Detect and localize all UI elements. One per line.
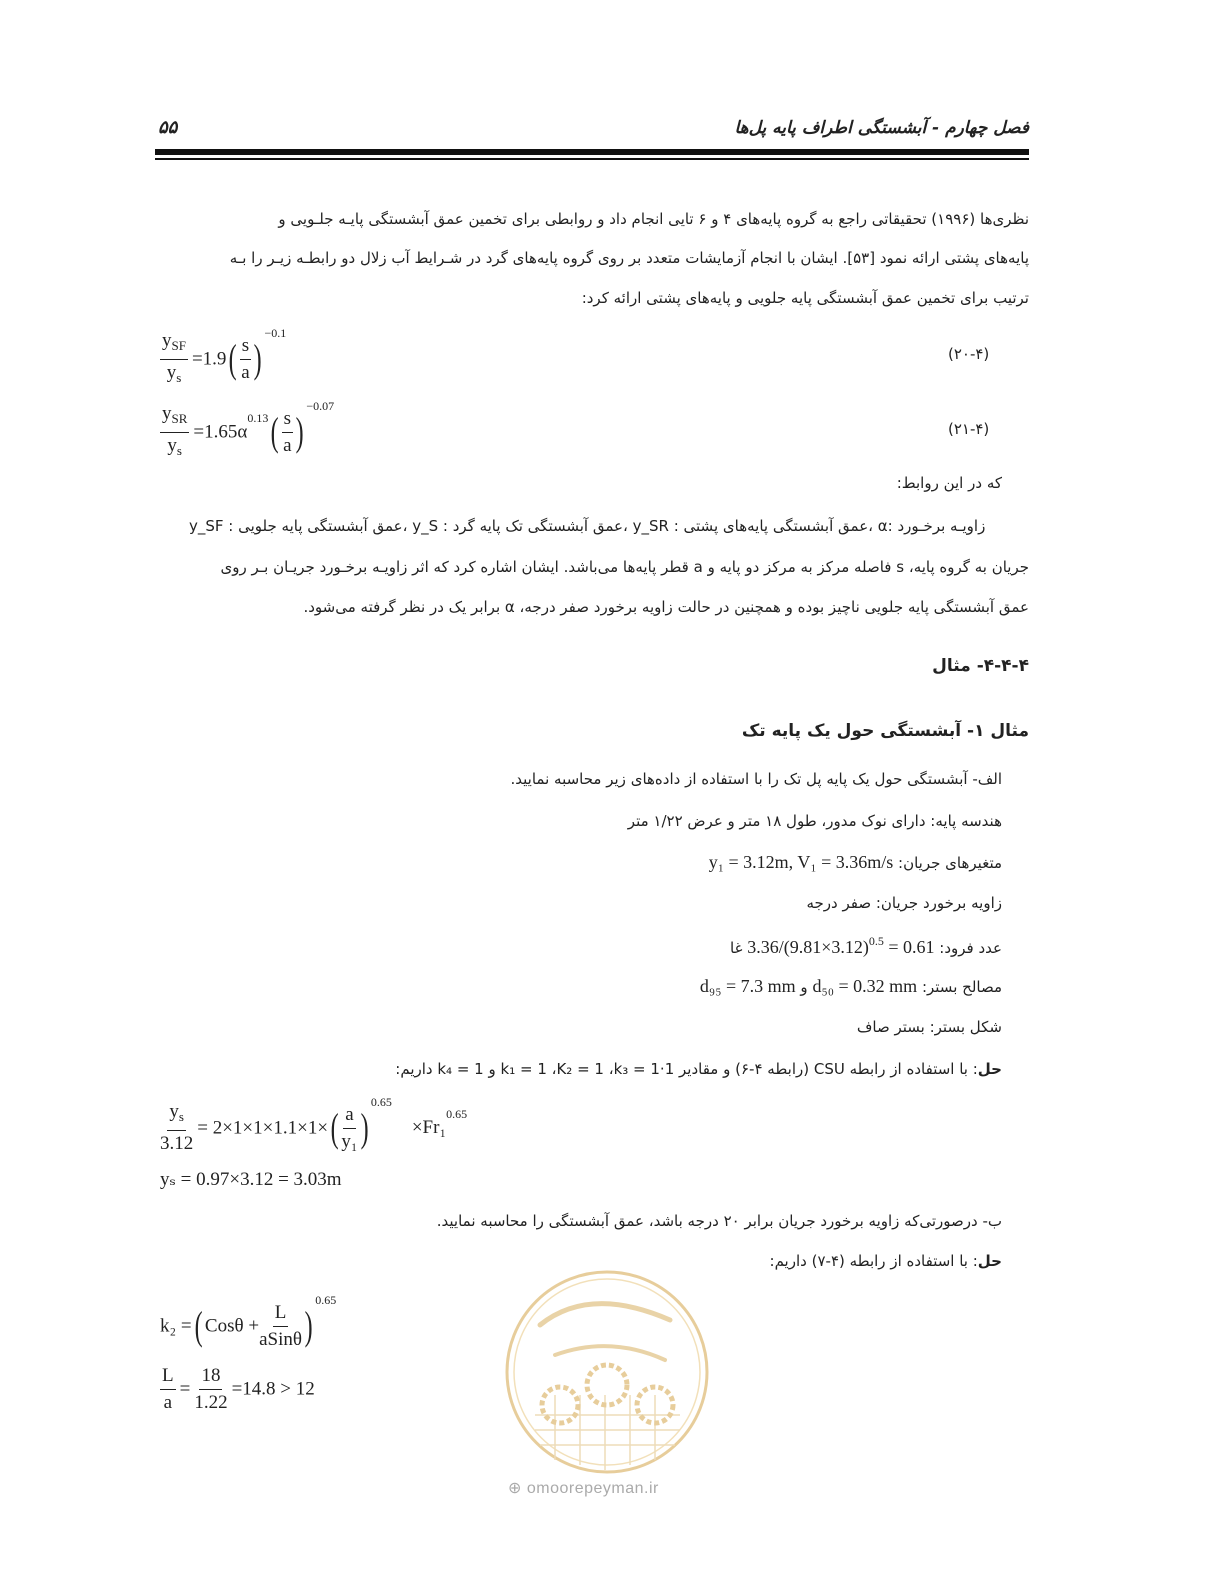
bed-material: مصالح بستر: d₅₀ = 0.32 mm و d₉₅ = 7.3 mm [699, 976, 1002, 996]
equation-ys-result: yₛ = 0.97×3.12 = 3.03m [160, 1169, 342, 1190]
equation-number-21: (۲۱-۴) [948, 420, 990, 438]
page-number: ۵۵ [158, 117, 178, 138]
intro-line-2: پایه‌های پشتی ارائه نمود [۵۳]. ایشان با انجام آزمایشات متعدد بر روی گروه پایه‌های گرد در شـرایط آب زلال دو رابطـه زیـر را بـه [229, 249, 1029, 267]
intro-line-1: نظری‌ها (۱۹۹۶) تحقیقاتی راجع به گروه پایه‌های ۴ و ۶ تایی انجام داد و روابطی برای تخمین عمق آبشستگی پایـه جلـویی و [278, 210, 1029, 228]
equation-l-over-a: $\frac{L}{a}$ = $\frac{18}{1.22}$ =14.8 > 12 [162, 1365, 315, 1413]
section-heading: ۴-۴-۴- مثال [932, 656, 1029, 676]
header-rule-thin [155, 158, 1029, 160]
definition-line-2: جریان به گروه پایه، s فاصله مرکز به مرکز دو پایه و a قطر پایه‌ها می‌باشد. ایشان اشاره کرد که اثر زاویـه برخـورد جریـان بـر روی [220, 558, 1029, 576]
equation-20-4: $\frac{y_{SF}}{y_s}$ =1.9( $\frac{s}{a}$ )$^{-0.1}$ [162, 326, 287, 385]
geometry-text: هندسه پایه: دارای نوک مدور، طول ۱۸ متر و عرض ۱/۲۲ متر [627, 812, 1002, 830]
watermark-site: ⊕ omoorepeyman.ir [508, 1480, 659, 1497]
watermark-logo [500, 1265, 715, 1490]
solution-b: حل: با استفاده از رابطه (۴-۷) داریم: [769, 1252, 1002, 1270]
part-b-text: ب- درصورتی‌که زاویه برخورد جریان برابر ۲۰ درجه باشد، عمق آبشستگی را محاسبه نمایید. [436, 1212, 1002, 1230]
froude-number: عدد فرود: $3.36/(9.81\times 3.12)^{0.5} = 0.61$ غا [730, 934, 1002, 957]
header-rule [155, 149, 1029, 155]
chapter-title: فصل چهارم - آبشستگی اطراف پایه پل‌ها [734, 118, 1029, 138]
definition-line-1: y_SF : عمق آبشستگی پایه جلویی، y_S : عمق آبشستگی تک پایه گرد، y_SR : عمق آبشستگی پایه‌های پشتی، α: زاویـه برخـورد [189, 517, 986, 535]
definition-line-3: عمق آبشستگی پایه جلویی ناچیز بوده و همچنین در حالت زاویه برخورد صفر درجه، α برابر یک در نظر گرفته می‌شود. [303, 598, 1029, 616]
equation-number-20: (۲۰-۴) [948, 345, 990, 363]
flow-variables: متغیرهای جریان: y₁ = 3.12m, V₁ = 3.36m/s [708, 852, 1002, 872]
example-title: مثال ۱- آبشستگی حول یک پایه تک [741, 721, 1029, 741]
equation-csu: $\frac{y_s}{3.12}$ = 2×1×1×1.1×1×( $\frac{a}{\text{y₁}}$ )$^{0.65}$ ×Fr₁$^{0.65}$ [160, 1095, 468, 1155]
bed-shape: شکل بستر: بستر صاف [856, 1018, 1002, 1036]
part-a-text: الف- آبشستگی حول یک پایه پل تک را با استفاده از داده‌های زیر محاسبه نمایید. [510, 770, 1002, 788]
solution-a: حل: با استفاده از رابطه CSU (رابطه ۴-۶) و مقادیر k₁ = 1 ،K₂ = 1 ،k₃ = 1·1 و k₄ = 1 داریم: [395, 1060, 1002, 1078]
where-intro: که در این روابط: [896, 474, 1002, 492]
angle-text: زاویه برخورد جریان: صفر درجه [806, 894, 1002, 912]
equation-21-4: $\frac{y_{SR}}{y_s}$ $=1.65\alpha^{0.13}$( $\frac{s}{a}$ )$^{-0.07}$ [162, 399, 335, 458]
equation-k2: k₂ =( Cosθ + $\frac{L}{\text{aSinθ}}$ )$^{0.65}$ [160, 1293, 337, 1350]
intro-line-3: ترتیب برای تخمین عمق آبشستگی پایه جلویی و پایه‌های پشتی ارائه کرد: [581, 289, 1029, 307]
